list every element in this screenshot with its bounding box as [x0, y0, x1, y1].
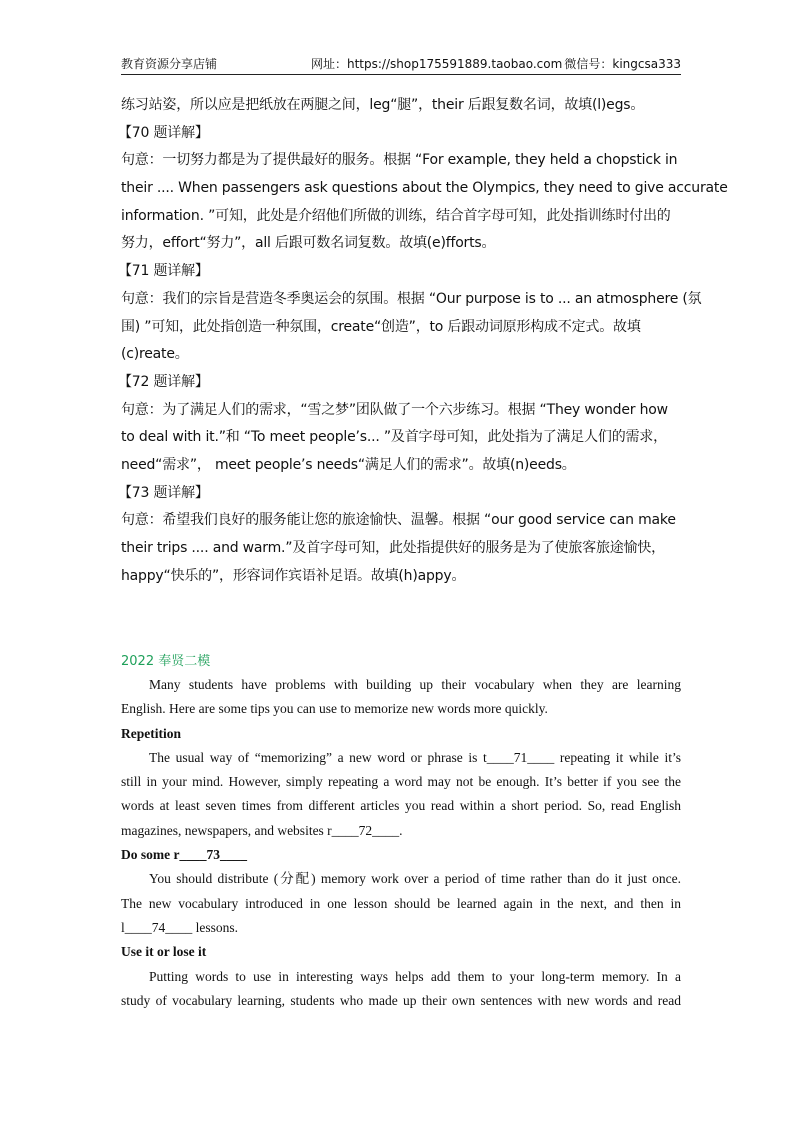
passage-line: English. Here are some tips you can use to memorize new words more quickly.: [121, 701, 548, 717]
explanation-line: 练习站姿，所以应是把纸放在两腿之间，leg“腿”，their 后跟复数名词，故填(l)egs。: [121, 97, 645, 113]
passage-line: The usual way of “memorizing” a new word or phrase is t____71____ repeating it while it’s: [149, 749, 681, 765]
question-70-heading: 【70 题详解】: [118, 124, 209, 141]
passage-line: The new vocabulary introduced in one lesson should be learned again in the next, and then in: [121, 895, 681, 911]
subheading-use-it: Use it or lose it: [121, 944, 207, 960]
reading-passage: [121, 673, 681, 1013]
explanation-line: to deal with it.”和 “To meet people’s... ”及首字母可知，此处指为了满足人们的需求，: [121, 429, 667, 446]
question-73-heading: 【73 题详解】: [118, 484, 209, 501]
header-url: 网址：https://shop175591889.taobao.com: [311, 57, 563, 71]
explanation-line: information. ”可知，此处是介绍他们所做的训练，结合首字母可知，此处指训练时付出的: [121, 207, 671, 224]
explanation-line: 句意：我们的宗旨是营造冬季奥运会的氛围。根据 “Our purpose is to ... an atmosphere (氛: [121, 290, 702, 307]
question-72-heading: 【72 题详解】: [118, 373, 209, 390]
passage-line: l____74____ lessons.: [121, 919, 239, 935]
explanation-line: need“需求”， meet people’s needs“满足人们的需求”。故填(n)eeds。: [121, 456, 576, 473]
explanation-line: 句意：希望我们良好的服务能让您的旅途愉快、温馨。根据 “our good service can make: [121, 512, 676, 529]
passage-line: still in your mind. However, simply repeating a word may not be enough. It’s better if you see the: [121, 774, 681, 790]
passage-line: Many students have problems with building up their vocabulary when they are learning: [149, 677, 681, 692]
page-header: [121, 56, 681, 75]
explanation-line: 努力，effort“努力”，all 后跟可数名词复数。故填(e)fforts。: [121, 235, 496, 252]
passage-line: words at least seven times from different articles you read within a short period. So, read English: [121, 798, 681, 814]
passage-line: Putting words to use in interesting ways helps add them to your long-term memory. In a: [149, 968, 681, 984]
passage-line: magazines, newspapers, and websites r____72____.: [121, 822, 403, 838]
subheading-review: Do some r____73____: [121, 847, 247, 863]
question-71-heading: 【71 题详解】: [118, 263, 209, 280]
subheading-repetition: Repetition: [121, 725, 181, 741]
header-wechat: 微信号：kingcsa333: [564, 57, 681, 71]
explanation-line: their trips .... and warm.”及首字母可知，此处指提供好的服务是为了使旅客旅途愉快，: [121, 540, 665, 556]
explanations-block: [118, 92, 728, 590]
section-title: 2022 奉贤二模: [121, 654, 211, 669]
explanation-line: 句意：一切努力都是为了提供最好的服务。根据 “For example, they held a chopstick in: [121, 152, 678, 169]
passage-line: You should distribute (分配) memory work over a period of time rather than do it just once.: [149, 871, 681, 887]
explanation-line: their .... When passengers ask questions about the Olympics, they need to give accurate: [121, 180, 728, 197]
explanation-line: happy“快乐的”，形容词作宾语补足语。故填(h)appy。: [121, 567, 466, 584]
explanation-line: 句意：为了满足人们的需求，“雪之梦”团队做了一个六步练习。根据 “They wonder how: [121, 401, 668, 418]
explanation-line: 围) ”可知，此处指创造一种氛围，create“创造”，to 后跟动词原形构成不定式。故填: [121, 318, 641, 335]
passage-line: study of vocabulary learning, students who made up their own sentences with new words and read: [121, 992, 681, 1008]
explanation-line: (c)reate。: [121, 346, 189, 363]
header-shop-name: 教育资源分享店铺: [121, 57, 218, 71]
